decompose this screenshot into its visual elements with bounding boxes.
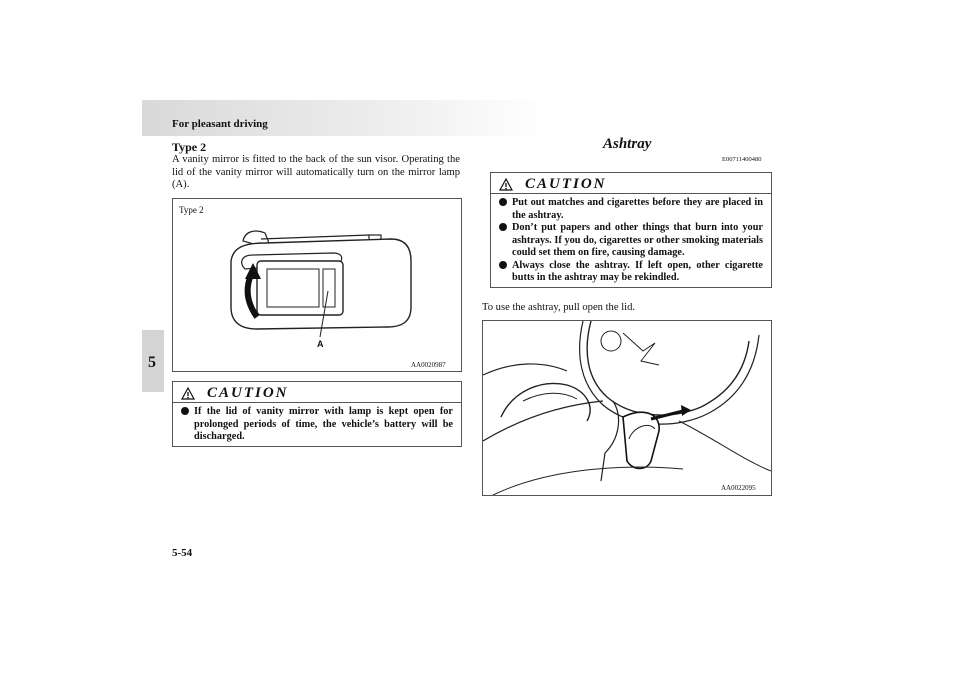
chapter-number: 5: [148, 354, 156, 371]
caution-list: [181, 406, 453, 444]
type-2-heading: Type 2: [172, 140, 207, 154]
ashtray-section-code: E00711400480: [722, 156, 762, 163]
callout-a: A: [317, 339, 324, 349]
caution-box-mirror: [172, 381, 462, 447]
sun-visor-figure: [172, 198, 462, 372]
caution-title: CAUTION: [525, 175, 607, 192]
caution-header: [181, 384, 289, 402]
figure-code: AA0022095: [721, 484, 756, 492]
running-header: For pleasant driving: [172, 118, 268, 130]
ashtray-illustration: [483, 321, 771, 495]
caution-box-ashtray: [490, 172, 772, 288]
caution-divider: [491, 193, 771, 194]
figure-type-label: Type 2: [179, 205, 204, 215]
caution-title: CAUTION: [207, 384, 289, 401]
ashtray-paragraph: To use the ashtray, pull open the lid.: [482, 302, 636, 313]
bullet-icon: [181, 407, 189, 415]
warning-triangle-icon: [499, 178, 513, 191]
caution-list: [499, 197, 763, 285]
page-number: 5-54: [172, 547, 193, 559]
caution-divider: [173, 402, 461, 403]
figure-code: AA0020987: [411, 361, 446, 369]
caution-item: If the lid of vanity mirror with lamp is kept open for prolonged periods of time, the vehicle’s battery will be discharged.: [181, 406, 453, 444]
bullet-icon: [499, 198, 507, 206]
ashtray-figure: [482, 320, 772, 496]
bullet-icon: [499, 223, 507, 231]
caution-header: [499, 175, 607, 193]
vanity-mirror-paragraph: A vanity mirror is fitted to the back of the sun visor. Operating the lid of the vanity mirror will automatically turn on the mirror lamp (A).: [172, 154, 460, 190]
caution-item: Always close the ashtray. If left open, other cigarette butts in the ashtray may be rekindled.: [499, 260, 763, 285]
caution-item: Put out matches and cigarettes before they are placed in the ashtray.: [499, 197, 763, 222]
ashtray-heading: Ashtray: [603, 136, 652, 152]
warning-triangle-icon: [181, 387, 195, 400]
caution-item: Don’t put papers and other things that burn into your ashtrays. If you do, cigarettes or other smoking materials could set them on fire, causing damage.: [499, 222, 763, 260]
bullet-icon: [499, 261, 507, 269]
